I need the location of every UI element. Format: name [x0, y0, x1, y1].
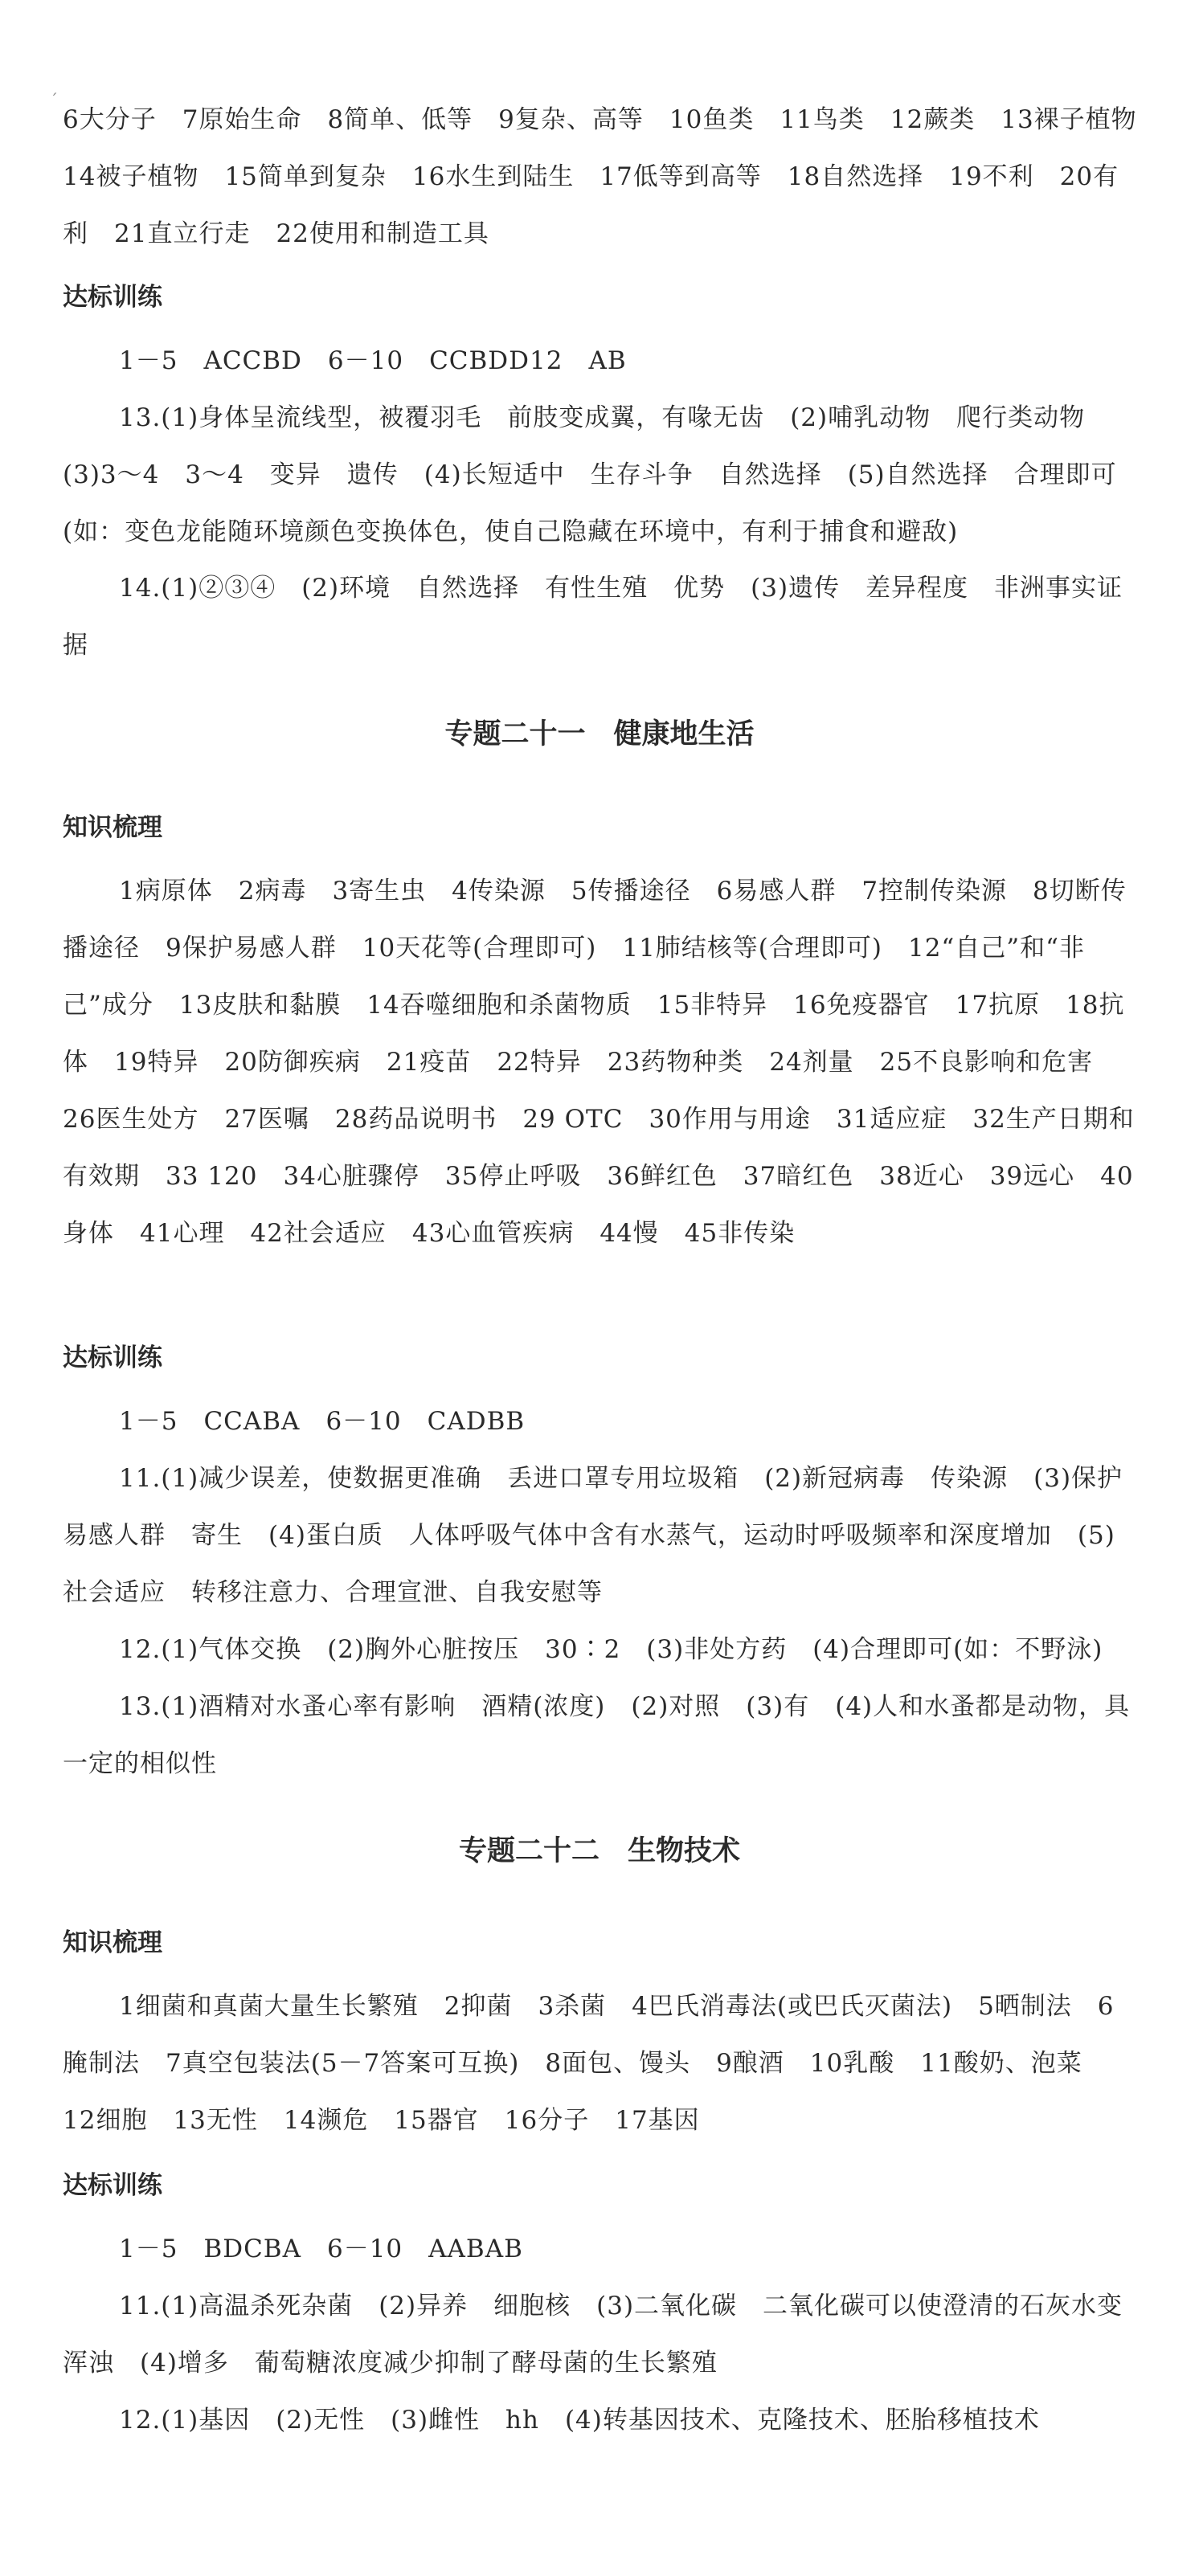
knowledge-heading: 知识梳理	[63, 813, 162, 842]
answer-line: 11.(1)高温杀死杂菌 (2)异养 细胞核 (3)二氧化碳 二氧化碳可以使澄清的石灰水变浑浊 (4)增多 葡萄糖浓度减少抑制了酵母菌的生长繁殖	[63, 2292, 1123, 2378]
stray-mark: ˊ	[50, 90, 58, 109]
knowledge-text: 1病原体 2病毒 3寄生虫 4传染源 5传播途径 6易感人群 7控制传染源 8切断传播途径 9保护易感人群 10天花等(合理即可) 11肺结核等(合理即可) 12“自己”和“非己”成分 13皮肤和黏膜 14吞噬细胞和杀菌物质 15非特异 16免疫器官 17抗原 18抗体 19特异 20防御疾病 21疫苗 22特异 23药物种类 24剂量 25不良影响和危害 26医生处方 27医嘱 28药品说明书 29 OTC 30作用与用途 31适应症 32生产日期和有效期 33 120 34心脏骤停 35停止呼吸 36鲜红色 37暗红色 38近心 39远心 40身体 41心理 42社会适应 43心血管疾病 44慢 45非传染	[63, 877, 1135, 1248]
answer-line: 13.(1)身体呈流线型，被覆羽毛 前肢变成翼，有喙无齿 (2)哺乳动物 爬行类动物 (3)3～4 3～4 变异 遗传 (4)长短适中 生存斗争 自然选择 (5)自然选择 合理即可(如：变色龙能随环境颜色变换体色，使自己隐藏在环境中，有利于捕食和避敌)	[63, 403, 1117, 546]
answer-line: 1－5 CCABA 6－10 CADBB	[119, 1407, 526, 1436]
answer-line: 12.(1)基因 (2)无性 (3)雌性 hh (4)转基因技术、克隆技术、胚胎移植技术	[119, 2406, 1040, 2435]
knowledge-heading: 知识梳理	[63, 1928, 162, 1957]
knowledge-text: 1细菌和真菌大量生长繁殖 2抑菌 3杀菌 4巴氏消毒法(或巴氏灭菌法) 5晒制法 6腌制法 7真空包装法(5－7答案可互换) 8面包、馒头 9酿酒 10乳酸 11酸奶、泡菜 12细胞 13无性 14濒危 15器官 16分子 17基因	[63, 1992, 1115, 2135]
training-heading: 达标训练	[63, 1343, 162, 1372]
answer-line: 1－5 ACCBD 6－10 CCBDD12 AB	[119, 346, 627, 375]
answer-line: 1－5 BDCBA 6－10 AABAB	[119, 2235, 523, 2263]
answer-line: 14.(1)②③④ (2)环境 自然选择 有性生殖 优势 (3)遗传 差异程度 非洲事实证据	[63, 574, 1123, 660]
training-heading-top: 达标训练	[63, 283, 162, 312]
training-heading: 达标训练	[63, 2171, 162, 2200]
answer-line: 11.(1)减少误差，使数据更准确 丢进口罩专用垃圾箱 (2)新冠病毒 传染源 (3)保护易感人群 寄生 (4)蛋白质 人体呼吸气体中含有水蒸气，运动时呼吸频率和深度增加 (5)社会适应 转移注意力、合理宣泄、自我安慰等	[63, 1464, 1123, 1607]
answer-line: 13.(1)酒精对水蚤心率有影响 酒精(浓度) (2)对照 (3)有 (4)人和水蚤都是动物，具一定的相似性	[63, 1692, 1131, 1778]
section-title: 专题二十一 健康地生活	[444, 718, 755, 750]
section-title: 专题二十二 生物技术	[458, 1835, 740, 1867]
answer-line: 12.(1)气体交换 (2)胸外心脏按压 30∶2 (3)非处方药 (4)合理即可(如：不野泳)	[119, 1635, 1103, 1664]
knowledge-text-top: 6大分子 7原始生命 8简单、低等 9复杂、高等 10鱼类 11鸟类 12蕨类 13裸子植物 14被子植物 15简单到复杂 16水生到陆生 17低等到高等 18自然选择 19不利 20有利 21直立行走 22使用和制造工具	[63, 105, 1163, 248]
